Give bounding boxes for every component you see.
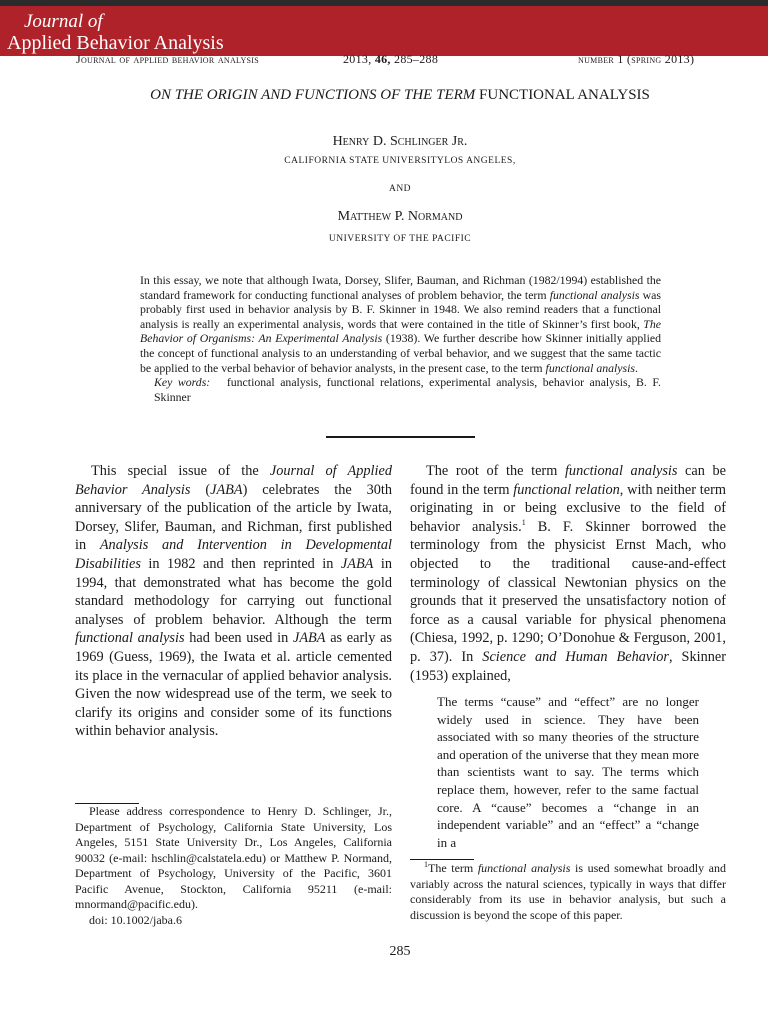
running-head-issue: number 1 (spring 2013) bbox=[578, 52, 695, 66]
rc-a: The root of the term bbox=[426, 463, 565, 479]
fn-b: is used somewhat broadly and variably across the natural sciences, typically in ways that differ considerably from its use in behavior analysis, but such a discussion is beyond the scope of this paper. bbox=[410, 861, 726, 922]
block-quote bbox=[437, 693, 699, 851]
correspondence-footnote bbox=[75, 804, 392, 928]
lc-a: This special issue of the bbox=[91, 463, 270, 479]
page-number: 285 bbox=[389, 944, 411, 959]
rc-b-em: functional relation bbox=[513, 481, 620, 498]
lc-f: had been used in bbox=[184, 630, 293, 647]
article-title bbox=[140, 87, 660, 104]
abstract-s4: . bbox=[635, 360, 638, 375]
rc-c: , with neither term originating in or being exclusive to the field of behavior analysis. bbox=[410, 481, 726, 535]
lc-g: as early as 1969 (Guess, 1969), the Iwata et al. article cemented its place in the vernacular of applied behavior analysis. Given the now widespread use of the term, we seek to clarify its origins and consider some of its functions within behavior analysis. bbox=[75, 630, 392, 740]
author-2-affiliation: UNIVERSITY OF THE PACIFIC bbox=[328, 234, 472, 244]
lc-c: ) celebrates the 30th anniversary of the publication of the article by Iwata, Dorsey, Slifer, Bauman, and Richman, first published in bbox=[75, 481, 393, 554]
rc-d-em: Science and Human Behavior bbox=[482, 648, 669, 665]
body-column-right bbox=[410, 462, 726, 685]
keywords-label: Key words: bbox=[154, 375, 211, 390]
abstract bbox=[140, 273, 661, 404]
rc-d: B. F. Skinner borrowed the terminology from the physicist Ernst Mach, who objected to the traditional cause-and-effect terminology of classical Newtonian physics on the grounds that it preserved the unsatisfactory notion of force as a causal variable for physical phenomena (Chiesa, 1992, p. 1290; O’Donohue & Ferguson, 2001, p. 37). In bbox=[410, 518, 727, 665]
author-1-affiliation: CALIFORNIA STATE UNIVERSITYLOS ANGELES, bbox=[284, 156, 516, 166]
left-paragraph bbox=[75, 462, 392, 741]
footnote-1 bbox=[410, 861, 726, 923]
section-divider bbox=[326, 436, 475, 438]
correspondence-text: Please address correspondence to Henry D. Schlinger, Jr., Department of Psychology, California State University, Los Angeles, 5151 State University Dr., Los Angeles, California 90032 (e-mail: hschlin@calstatela.edu) or Matthew P. Normand, Department of Psychology, University of the Pacific, 3601 Pacific Avenue, Stockton, California 95211 (e-mail: mnormand@pacific.edu). bbox=[75, 804, 392, 911]
footnote-1-marker: 1 bbox=[424, 860, 428, 869]
lc-e-em: functional analysis bbox=[75, 630, 185, 647]
lc-a-em: Journal of Applied Behavior Analysis bbox=[75, 463, 392, 498]
footnote-ref-1[interactable]: 1 bbox=[521, 518, 526, 528]
keywords-list: functional analysis, functional relations, experimental analysis, behavior analysis, B. F. Skinner bbox=[154, 375, 661, 404]
abstract-s2-em: The Behavior of Organisms: An Experimental Analysis bbox=[140, 316, 661, 346]
author-1-name: Henry D. Schlinger Jr. bbox=[332, 134, 468, 149]
block-quote-text: The terms “cause” and “effect” are no longer widely used in science. They have been associated with so many theories of the structure and operation of the universe that they mean more than scientists want to say. The terms which replace them, however, refer to the same factual core. A “cause” becomes a “change in an independent variable” and an “effect” a “change in a bbox=[437, 694, 699, 850]
running-head-citation bbox=[343, 52, 438, 67]
lc-b-em: JABA bbox=[210, 481, 243, 498]
running-head-journal: Journal of applied behavior analysis bbox=[76, 52, 259, 66]
title-italic-part: ON THE ORIGIN AND FUNCTIONS OF THE TERM bbox=[150, 87, 476, 103]
fn-a: The term bbox=[428, 861, 478, 875]
banner-line-2: Applied Behavior Analysis bbox=[7, 32, 224, 54]
body-column-left bbox=[75, 462, 392, 741]
author-2-name: Matthew P. Normand bbox=[337, 209, 463, 224]
rc-e: , Skinner (1953) explained, bbox=[410, 648, 726, 684]
abstract-s3-em: functional analysis bbox=[545, 360, 636, 375]
and-separator: AND bbox=[388, 184, 412, 194]
running-head-year: 2013, bbox=[343, 52, 372, 66]
abstract-s1-em: functional analysis bbox=[549, 287, 640, 302]
abstract-s1: In this essay, we note that although Iwata, Dorsey, Slifer, Bauman, and Richman (1982/1994) established the standard framework for conducting functional analyses of problem behavior, the term bbox=[140, 273, 661, 302]
title-roman-part: FUNCTIONAL ANALYSIS bbox=[479, 87, 650, 103]
running-head-pages: 285–288 bbox=[394, 52, 439, 66]
footnote-rule-right bbox=[410, 859, 474, 860]
footnote-1-text bbox=[410, 861, 726, 923]
journal-banner bbox=[0, 6, 768, 56]
right-paragraph bbox=[410, 462, 726, 685]
rc-b: can be found in the term bbox=[410, 463, 726, 498]
doi-text: doi: 10.1002/jaba.6 bbox=[89, 912, 182, 927]
abstract-s2: was probably first used in behavior analysis by B. F. Skinner in 1948. We also remind readers that a functional analysis is really an experimental analysis, words that were contained in the title of Skinner’s first book, bbox=[140, 287, 661, 331]
lc-f-em: JABA bbox=[292, 630, 326, 647]
rc-a-em: functional analysis bbox=[564, 463, 678, 479]
running-head-volume: 46, bbox=[374, 52, 391, 66]
abstract-text bbox=[140, 273, 661, 375]
fn-a-em: functional analysis bbox=[477, 861, 571, 875]
lc-d: in 1982 and then reprinted in bbox=[140, 555, 341, 572]
lc-b: ( bbox=[190, 481, 211, 498]
lc-e: in 1994, that demonstrated what has become the gold standard methodology for carrying out functional analyses of problem behavior. Although the term bbox=[75, 555, 392, 628]
banner-line-1: Journal of bbox=[24, 11, 103, 32]
keywords bbox=[140, 375, 661, 404]
lc-d-em: JABA bbox=[340, 555, 374, 572]
lc-c-em: Analysis and Intervention in Developmental Disabilities bbox=[75, 537, 392, 572]
abstract-s3: (1938). We further describe how Skinner initially applied the concept of functional analysis to an understanding of verbal behavior, and we suggest that the same tactic be applied to the verbal behavior of behavior analysts, in the present case, to the term bbox=[140, 331, 661, 375]
